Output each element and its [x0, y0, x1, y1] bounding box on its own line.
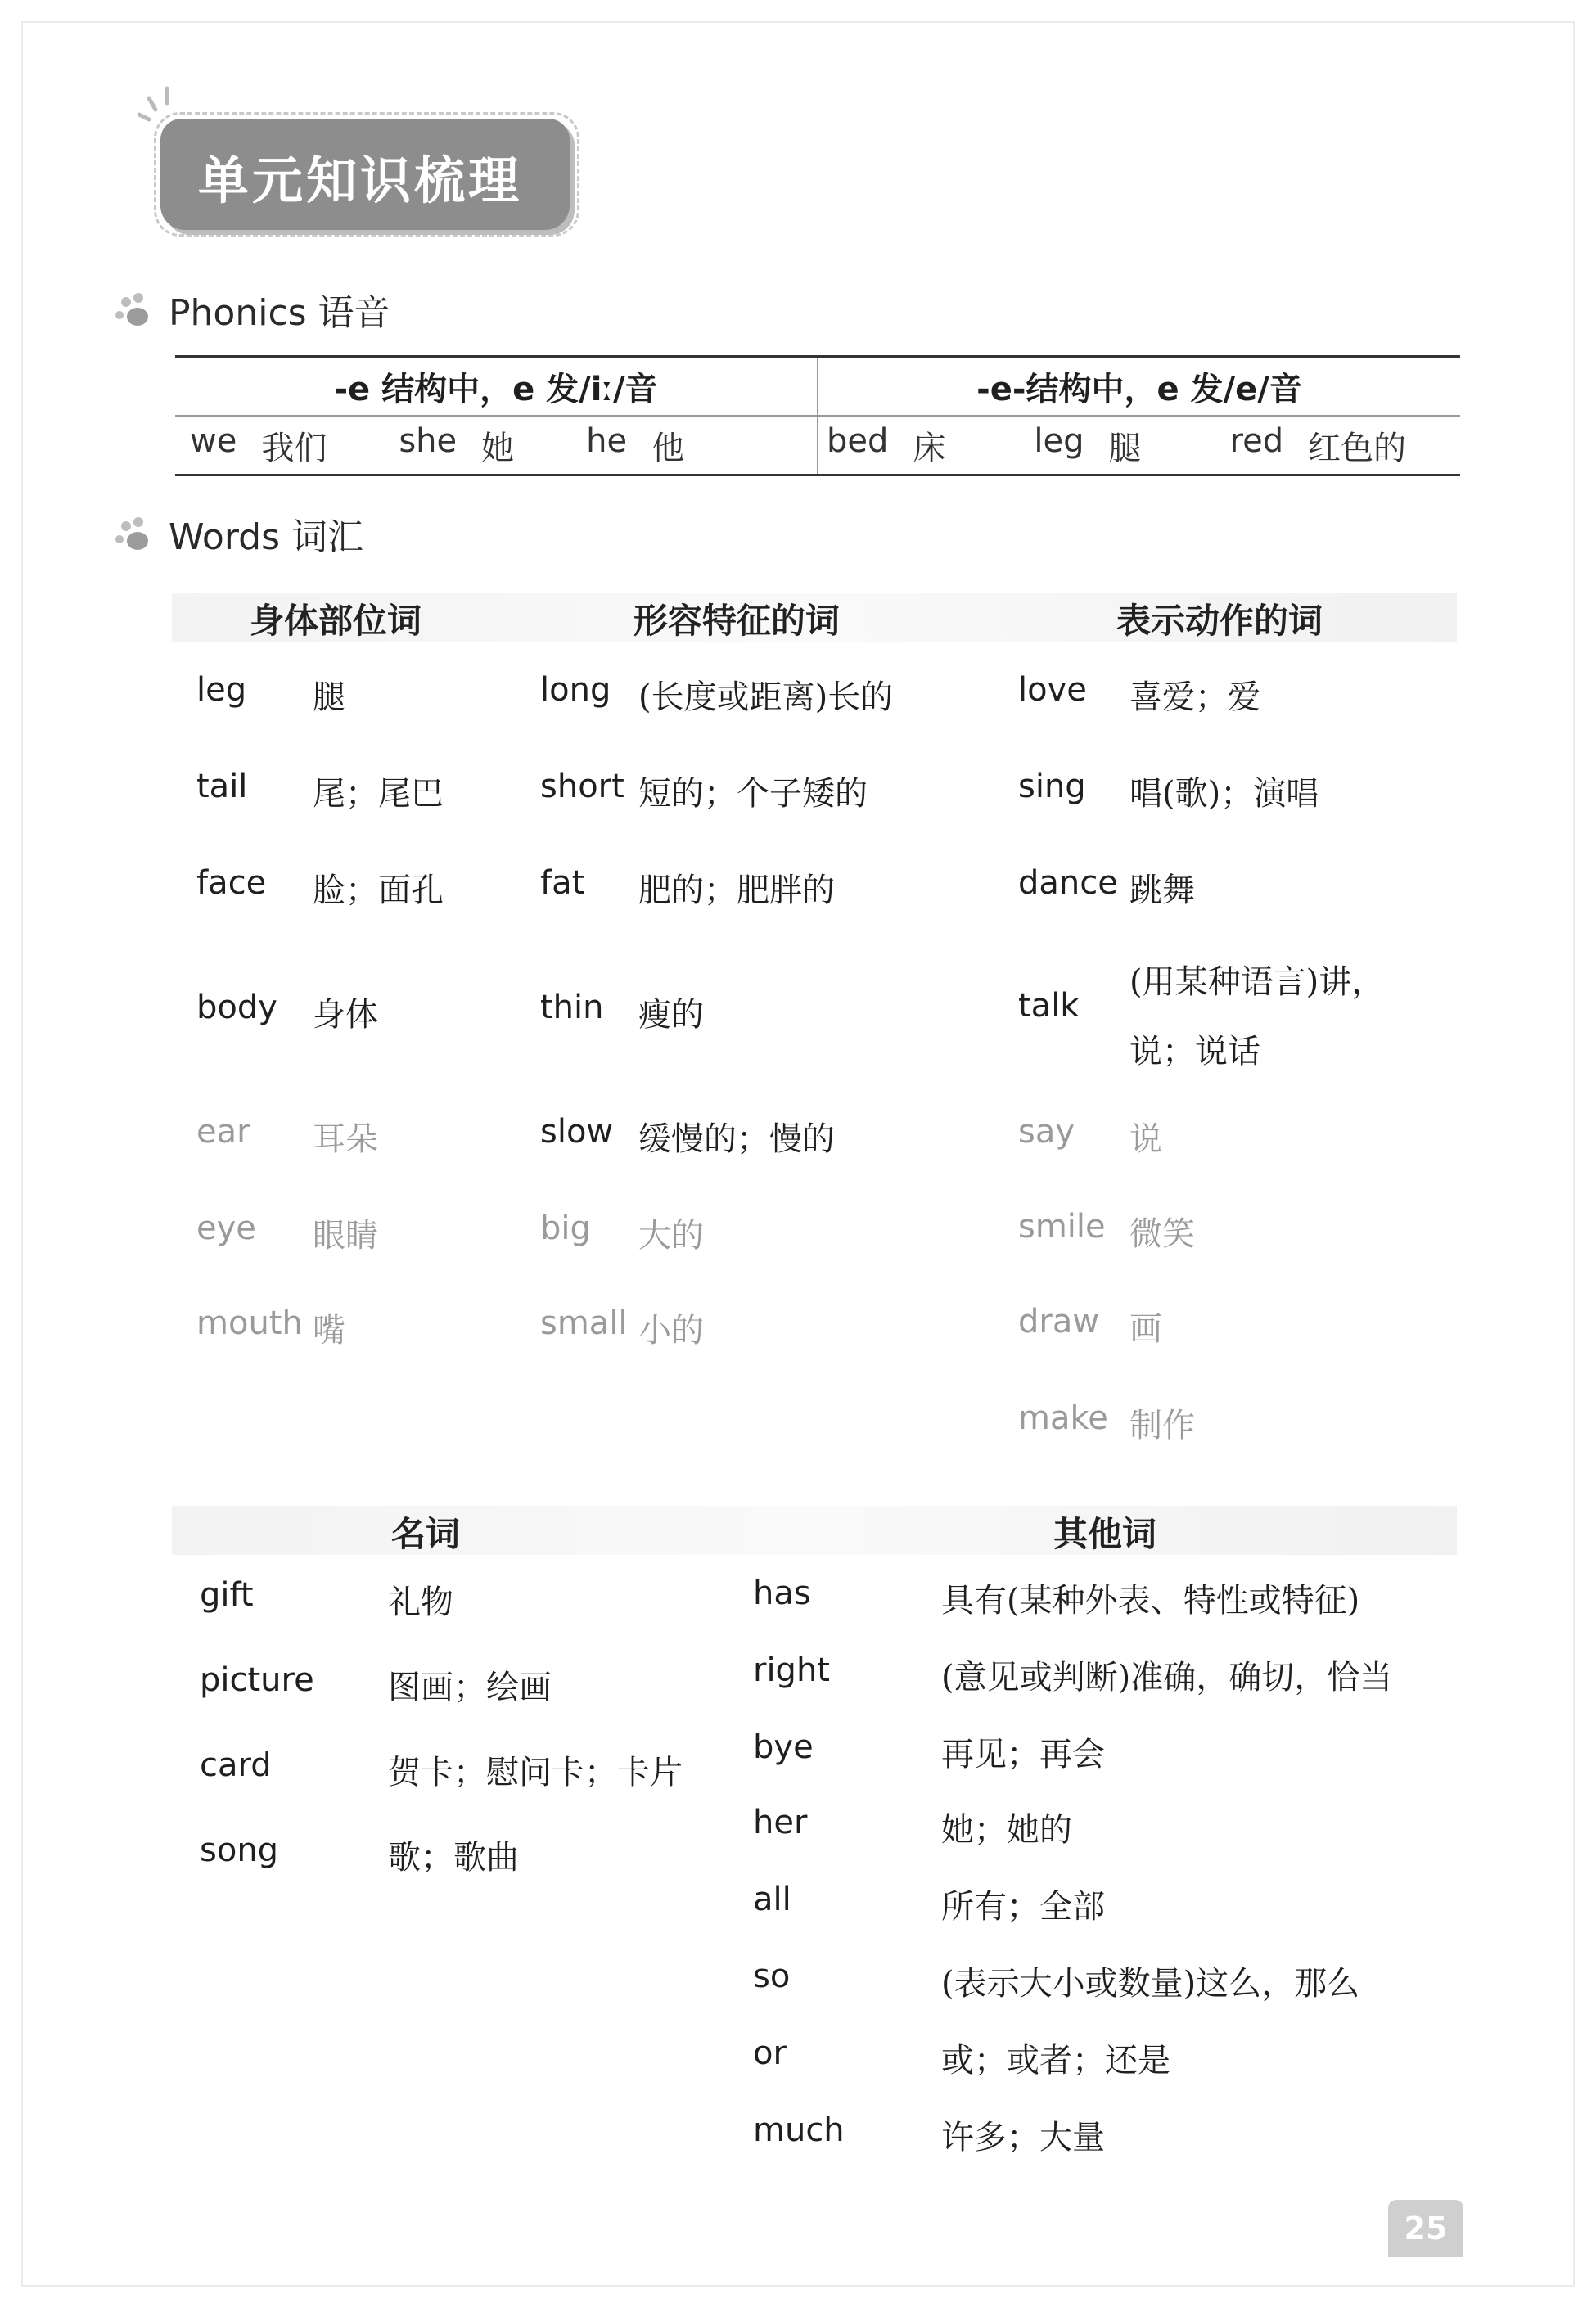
body-part-row: eye 眼睛 [196, 1210, 378, 1255]
verbs-header: 表示动作的词 [1116, 601, 1323, 641]
words-heading [111, 507, 363, 560]
other-word-row: so (表示大小或数量)这么，那么 [753, 1958, 1360, 2003]
noun-row: card 贺卡；慰问卡；卡片 [200, 1746, 683, 1791]
other-word-row: has 具有(某种外表、特性或特征) [753, 1575, 1360, 1620]
phonics-heading-text: Phonics 语音 [169, 292, 390, 334]
verb-row: make 制作 [1018, 1399, 1195, 1444]
verb-row: dance 跳舞 [1018, 864, 1195, 909]
phonics-item: red 红色的 [1229, 421, 1407, 467]
body-part-row: tail 尾；尾巴 [196, 768, 444, 813]
other-word-row: all 所有；全部 [753, 1881, 1105, 1926]
phonics-item: he 他 [586, 421, 685, 467]
others-header: 其他词 [1053, 1514, 1156, 1554]
phonics-item: she 她 [399, 421, 515, 467]
words-heading-text: Words 词汇 [169, 516, 364, 558]
body-part-row: leg 腿 [196, 671, 345, 716]
verb-talk-meaning: (用某种语言)讲， 说；说话 [1129, 963, 1385, 1070]
title-banner [160, 119, 586, 233]
body-part-row: ear 耳朵 [196, 1113, 378, 1158]
body-part-row: body 身体 [196, 989, 378, 1034]
verb-row: say 说 [1018, 1113, 1162, 1158]
phonics-col2-header: -e-结构中，e 发/e/音 [976, 370, 1302, 408]
paw-icon [111, 291, 154, 328]
page-title: 单元知识梳理 [198, 151, 523, 210]
noun-row: gift 礼物 [200, 1576, 453, 1621]
adjective-row: thin 瘦的 [540, 989, 704, 1034]
phonics-item: we 我们 [190, 421, 327, 467]
nouns-header: 名词 [390, 1514, 460, 1554]
phonics-col1-header: -e 结构中，e 发/iː/音 [175, 358, 818, 415]
phonics-header-row [175, 358, 1460, 417]
phonics-col2-items [818, 417, 1460, 474]
phonics-body-row [175, 417, 1460, 474]
verb-row: love 喜爱；爱 [1018, 671, 1260, 716]
adjective-row: big 大的 [540, 1210, 704, 1255]
phonics-item: bed 床 [827, 421, 946, 467]
other-word-row: or 或；或者；还是 [753, 2034, 1170, 2079]
adjective-row: short 短的；个子矮的 [540, 768, 868, 813]
adjective-row: small 小的 [540, 1304, 704, 1350]
other-word-row: her 她；她的 [753, 1804, 1072, 1849]
body-part-row: mouth 嘴 [196, 1304, 345, 1350]
phonics-heading [111, 283, 390, 336]
adjectives-header: 形容特征的词 [633, 601, 840, 641]
adjective-row: long (长度或距离)长的 [540, 671, 894, 716]
body-part-row: face 脸；面孔 [196, 864, 444, 909]
other-word-row: bye 再见；再会 [753, 1728, 1105, 1773]
phonics-item: leg 腿 [1034, 421, 1142, 467]
verb-row: sing 唱(歌)；演唱 [1018, 768, 1319, 813]
adjective-row: fat 肥的；肥胖的 [540, 864, 835, 909]
paw-icon [111, 515, 154, 552]
body-parts-header: 身体部位词 [249, 601, 422, 641]
other-word-row: right (意见或判断)准确，确切，恰当 [753, 1651, 1393, 1696]
adjective-row: slow 缓慢的；慢的 [540, 1113, 835, 1158]
noun-row: song 歌；歌曲 [200, 1832, 519, 1877]
other-word-row: much 许多；大量 [753, 2111, 1105, 2156]
noun-row: picture 图画；绘画 [200, 1661, 552, 1706]
page-number: 25 [1388, 2200, 1463, 2257]
verb-row: talk (用某种语言)讲， 说；说话 [1018, 956, 1384, 1072]
phonics-table [175, 355, 1460, 476]
verb-row: draw 画 [1018, 1303, 1162, 1348]
verb-row: smile 微笑 [1018, 1208, 1195, 1253]
phonics-col1-items [175, 417, 818, 474]
